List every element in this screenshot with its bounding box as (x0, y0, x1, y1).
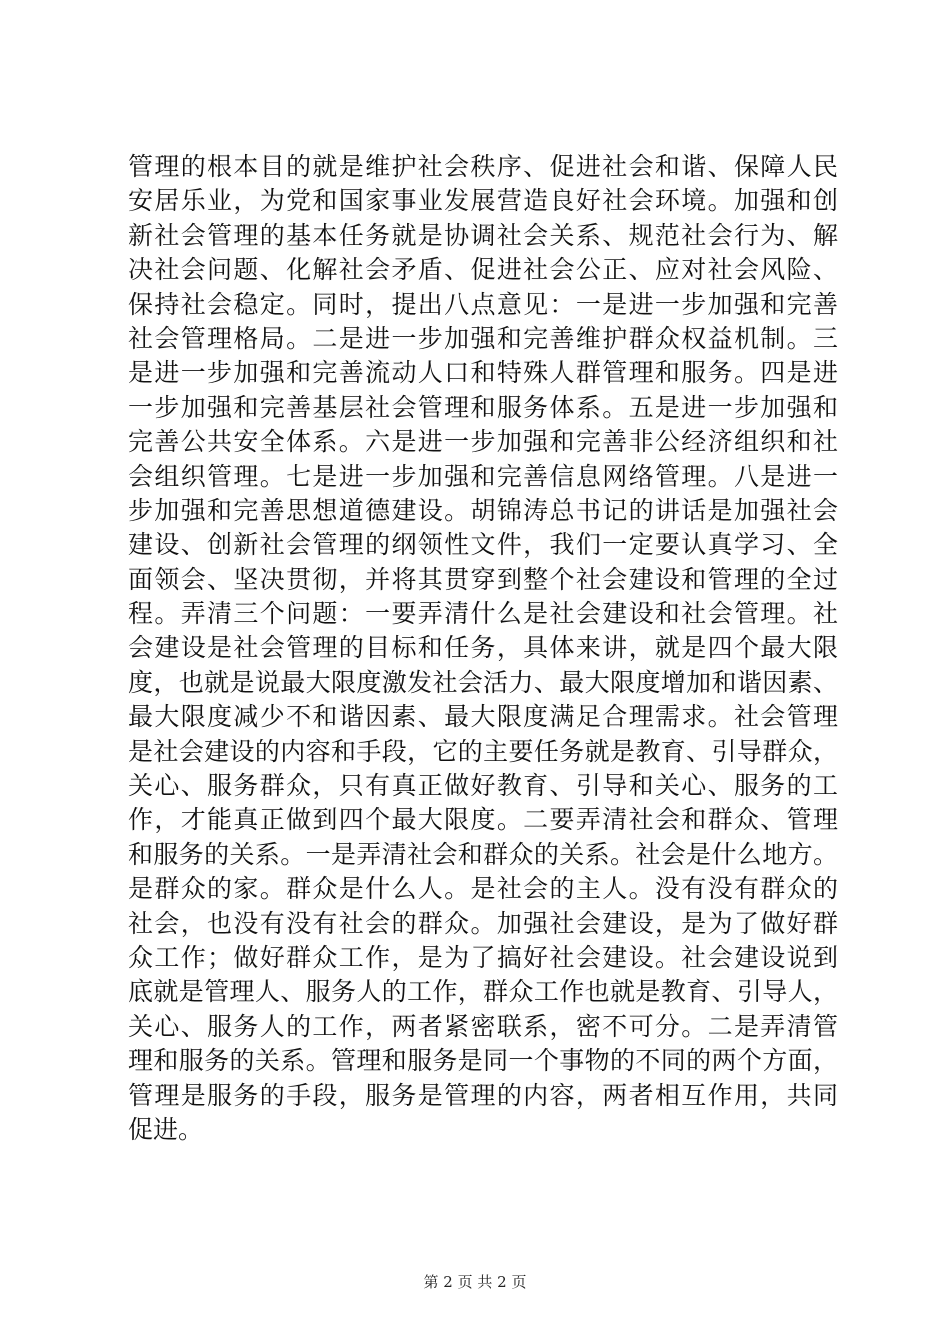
text-line: 是群众的家。群众是什么人。是社会的主人。没有没有群众的 (128, 874, 838, 904)
text-line: 社会，也没有没有社会的群众。加强社会建设，是为了做好群 (128, 908, 838, 938)
text-line: 是进一步加强和完善流动人口和特殊人群管理和服务。四是进 (128, 358, 838, 388)
text-line: 关心、服务人的工作，两者紧密联系，密不可分。二是弄清管 (128, 1011, 838, 1041)
text-line: 建设、创新社会管理的纲领性文件，我们一定要认真学习、全 (128, 530, 838, 560)
text-line: 保持社会稳定。同时，提出八点意见：一是进一步加强和完善 (128, 289, 838, 319)
text-line: 管理的根本目的就是维护社会秩序、促进社会和谐、保障人民 (128, 152, 838, 181)
text-line: 底就是管理人、服务人的工作，群众工作也就是教育、引导人， (128, 977, 838, 1007)
text-line: 管理是服务的手段，服务是管理的内容，两者相互作用，共同 (128, 1080, 838, 1110)
text-line: 会建设是社会管理的目标和任务，具体来讲，就是四个最大限 (128, 633, 838, 663)
body-text (128, 150, 838, 1147)
text-line: 新社会管理的基本任务就是协调社会关系、规范社会行为、解 (128, 220, 838, 250)
text-line: 作，才能真正做到四个最大限度。二要弄清社会和群众、管理 (128, 805, 838, 835)
text-line: 面领会、坚决贯彻，并将其贯穿到整个社会建设和管理的全过 (128, 564, 838, 594)
text-line: 最大限度减少不和谐因素、最大限度满足合理需求。社会管理 (128, 702, 838, 732)
text-line: 关心、服务群众，只有真正做好教育、引导和关心、服务的工 (128, 771, 838, 801)
text-line: 促进。 (128, 1114, 204, 1144)
text-line: 决社会问题、化解社会矛盾、促进社会公正、应对社会风险、 (128, 255, 838, 285)
text-line: 完善公共安全体系。六是进一步加强和完善非公经济组织和社 (128, 427, 838, 457)
text-line: 程。弄清三个问题：一要弄清什么是社会建设和社会管理。社 (128, 599, 838, 629)
page-number-footer: 第 2 页 共 2 页 (423, 1273, 527, 1291)
text-line: 众工作；做好群众工作，是为了搞好社会建设。社会建设说到 (128, 942, 838, 972)
text-line: 会组织管理。七是进一步加强和完善信息网络管理。八是进一 (128, 461, 838, 491)
text-line: 步加强和完善思想道德建设。胡锦涛总书记的讲话是加强社会 (128, 495, 838, 525)
text-line: 理和服务的关系。管理和服务是同一个事物的不同的两个方面， (128, 1046, 838, 1076)
text-line: 和服务的关系。一是弄清社会和群众的关系。社会是什么地方。 (128, 839, 838, 869)
text-line: 是社会建设的内容和手段，它的主要任务就是教育、引导群众， (128, 736, 838, 766)
text-line: 度，也就是说最大限度激发社会活力、最大限度增加和谐因素、 (128, 667, 838, 697)
text-line: 安居乐业，为党和国家事业发展营造良好社会环境。加强和创 (128, 186, 838, 216)
text-line: 社会管理格局。二是进一步加强和完善维护群众权益机制。三 (128, 323, 838, 353)
text-line: 一步加强和完善基层社会管理和服务体系。五是进一步加强和 (128, 392, 838, 422)
